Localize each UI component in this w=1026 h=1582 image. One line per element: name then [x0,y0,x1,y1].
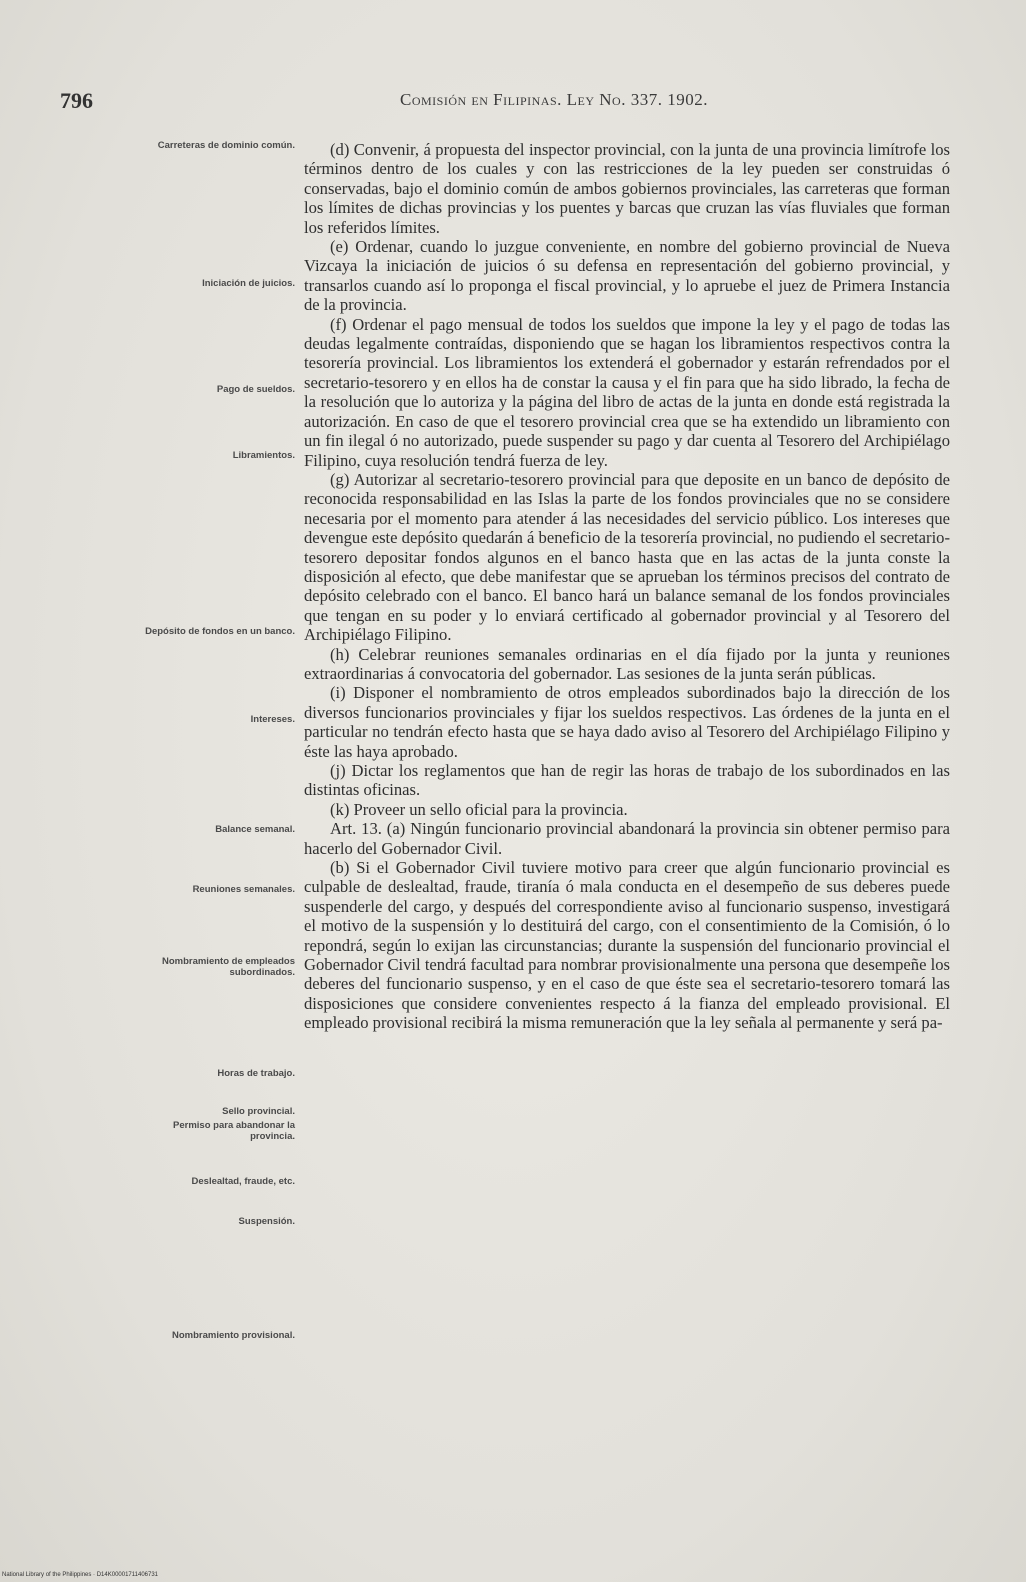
margin-note: Depósito de fondos en un banco. [145,626,295,637]
margin-note: Carreteras de dominio común. [157,140,295,151]
margin-note: Pago de sueldos. [216,384,295,395]
margin-note: Nombramiento provisional. [172,1330,295,1341]
margin-note: Reuniones semanales. [192,884,295,895]
paragraph-art-13-b: (b) Si el Gobernador Civil tuviere motivo para creer que algún funcionario provincial es culpable de deslealtad, fraude, tiranía ó mala conducta en el desempeño de sus deberes puede suspenderle del cargo, y después del correspondiente aviso al funcionario suspenso, investigará el motivo de la suspensión y lo destituirá del cargo, con el consentimiento de la Comisión, ó lo repondrá, según lo exijan las circunstancias; durante la suspensión del funcionario provincial el Gobernador Civil tendrá facultad para nombrar provisionalmente una persona que desempeñe los deberes del funcionario suspenso, y en el caso de que éste sea el secretario-tesorero tomará las disposiciones que considere convenientes respecto á la fianza del empleado provisional. El empleado provisional recibirá la misma remuneración que la ley señala al permanente y será pa- [304,858,950,1033]
margin-note: Deslealtad, fraude, etc. [191,1176,295,1187]
paragraph-d: (d) Convenir, á propuesta del inspector provincial, con la junta de una provincia limítrofe los términos dentro de los cuales y con las restricciones de la ley pueden ser construidas ó conservadas, bajo el dominio común de ambos gobiernos provinciales, las carreteras que forman los límites de dichas provincias y los puentes y barcas que cruzan las vías fluviales que forman los referidos límites. [304,140,950,237]
page-header [60,88,965,118]
paragraph-h: (h) Celebrar reuniones semanales ordinarias en el día fijado por la junta y reuniones extraordinarias á convocatoria del gobernador. Las sesiones de la junta serán públicas. [304,644,950,683]
margin-note: Suspensión. [238,1216,295,1227]
paragraph-art-13-a: Art. 13. (a) Ningún funcionario provincial abandonará la provincia sin obtener permiso para hacerlo del Gobernador Civil. [304,819,950,858]
paragraph-j: (j) Dictar los reglamentos que han de regir las horas de trabajo de los subordinados en las distintas oficinas. [304,761,950,800]
margin-note: Iniciación de juicios. [202,278,295,289]
margin-note: Intereses. [250,714,295,725]
body-text [304,140,950,1033]
paragraph-i: (i) Disponer el nombramiento de otros empleados subordinados bajo la dirección de los diversos funcionarios provinciales y fijar los sueldos respectivos. Las órdenes de la junta en el particular no tendrán efecto hasta que se haya dado aviso al Tesorero del Archipiélago Filipino y éste las haya aprobado. [304,683,950,761]
margin-note: Nombramiento de empleados subordinados. [161,956,295,978]
paragraph-f: (f) Ordenar el pago mensual de todos los sueldos que impone la ley y el pago de todas las deudas legalmente contraídas, disponiendo que se hagan los libramientos respectivos contra la tesorería provincial. Los libramientos los extenderá el gobernador y estarán refrendados por el secretario-tesorero y en ellos ha de constar la causa y el fin para que ha sido librado, la fecha de la resolución que lo autoriza y la página del libro de actas de la junta en donde está registrada la autorización. En caso de que el tesorero provincial crea que se ha extendido un libramiento con un fin ilegal ó no autorizado, puede suspender su pago y dar cuenta al Tesorero del Archipiélago Filipino, cuya resolución tendrá fuerza de ley. [304,314,950,470]
margin-note: Balance semanal. [215,824,295,835]
margin-note: Libramientos. [232,450,295,461]
page-number: 796 [60,88,93,113]
paragraph-k: (k) Proveer un sello oficial para la provincia. [330,799,628,819]
margin-note: Sello provincial. [222,1106,295,1117]
margin-note: Permiso para abandonar la provincia. [173,1120,295,1142]
paragraph-g: (g) Autorizar al secretario-tesorero provincial para que deposite en un banco de depósito de reconocida responsabilidad en las Islas la parte de los fondos provinciales que no se considere necesaria por el momento para atender á las necesidades del servicio público. Los intereses que devengue este depósito quedarán á beneficio de la tesorería provincial, no pudiendo el secretario-tesorero depositar fondos algunos en el banco hasta que en las actas de la junta conste la disposición al efecto, que debe manifestar que se aprueban los términos precisos del contrato de depósito celebrado con el banco. El banco hará un balance semanal de los fondos provinciales que tengan en su poder y lo enviará certificado al gobernador provincial y al Tesorero del Archipiélago Filipino. [304,469,950,645]
paragraph-e: (e) Ordenar, cuando lo juzgue conveniente, en nombre del gobierno provincial de Nueva Vizcaya la iniciación de juicios ó su defensa en representación del gobierno provincial, y transarlos cuando así lo proponga el fiscal provincial, y lo apruebe el juez de Primera Instancia de la provincia. [304,237,950,315]
margin-note: Horas de trabajo. [217,1068,295,1079]
running-head: Comisión en Filipinas. Ley No. 337. 1902. [400,90,708,109]
margin-notes [130,140,295,1480]
scan-footer: National Library of the Philippines · D14K00001711406731 [2,1572,158,1578]
